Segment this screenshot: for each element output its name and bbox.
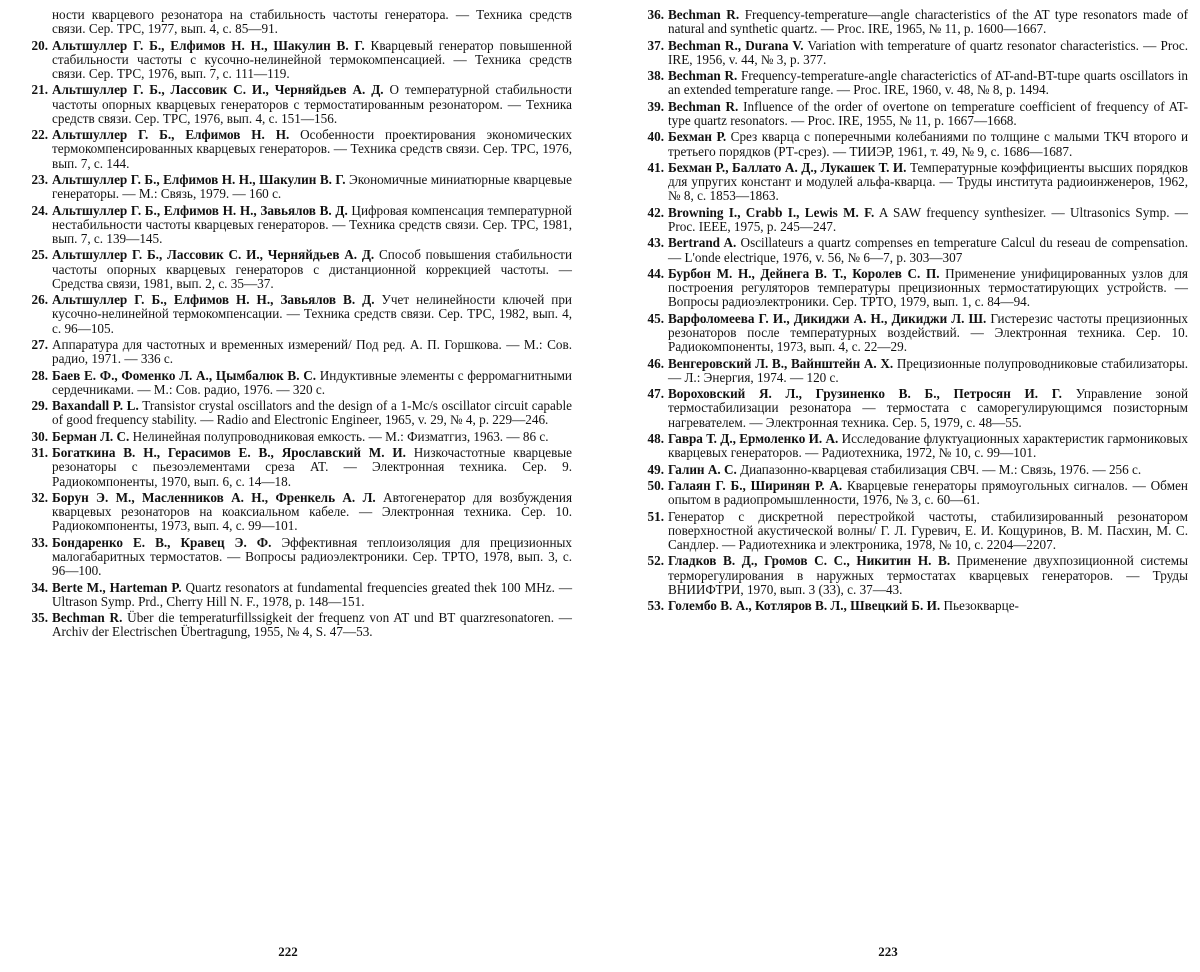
- reference-text: Цифровая компенсация температурной нестабильности частоты кварцевых генераторов. — Техника средств связи. Сер. ТРС, 1981, вып. 7, с. 139—145.: [52, 202, 572, 246]
- reference-number: 33.: [31, 534, 48, 550]
- reference-entry: [22, 369, 572, 397]
- reference-entry: [638, 357, 1188, 385]
- reference-number: 39.: [647, 98, 664, 114]
- reference-number: 44.: [647, 265, 664, 281]
- reference-entry: [22, 430, 572, 444]
- reference-entry: [638, 161, 1188, 204]
- reference-number: 48.: [647, 430, 664, 446]
- reference-authors: Гладков В. Д., Громов С. С., Никитин Н. В.: [668, 553, 951, 569]
- reference-text: Низкочастотные кварцевые резонаторы с пьезоэлементами среза AT. — Электронная техника. Сер. 9. Радиокомпоненты, 1970, вып. 6, с. 14—18.: [52, 445, 573, 489]
- reference-text: Oscillateurs a quartz compenses en temperature Calcul du reseau de compensation. — L'onde electrique, 1976, v. 56, № 6—7, p. 303—307: [668, 235, 1188, 265]
- reference-number: 37.: [647, 37, 664, 53]
- reference-entry: [22, 446, 572, 489]
- reference-authors: Бурбон М. Н., Дейнега В. Т., Королев С. П.: [668, 265, 940, 281]
- reference-entry: [22, 8, 572, 36]
- reference-number: 45.: [647, 310, 664, 326]
- reference-text: Frequency-temperature—angle characteristics of the AT type resonators made of natural and synthetic quartz. — Proc. IRE, 1965, № 11, p. 1600—1667.: [668, 7, 1189, 37]
- left-column: [22, 8, 572, 642]
- reference-text: Диапазонно-кварцевая стабилизация СВЧ. — М.: Связь, 1976. — 256 с.: [736, 461, 1142, 477]
- reference-text: Применение унифицированных узлов для построения регуляторов температуры прецизионных термостатирующих устройств. — Вопросы радиоэлектроники. Сер. ТРТО, 1979, вып. 1, с. 84—94.: [668, 265, 1188, 310]
- reference-authors: Альтшуллер Г. Б., Елфимов Н. Н., Завьялов В. Д.: [52, 202, 348, 218]
- reference-authors: Галин А. С.: [668, 461, 737, 477]
- reference-entry: [22, 39, 572, 82]
- reference-entry: [638, 8, 1188, 36]
- reference-number: 34.: [31, 579, 48, 595]
- reference-authors: Baxandall P. L.: [52, 398, 139, 414]
- reference-entry: [22, 293, 572, 336]
- page-number-left: 222: [278, 944, 298, 959]
- reference-authors: Bertrand A.: [668, 235, 737, 251]
- reference-number: 32.: [31, 489, 48, 505]
- reference-authors: Баев Е. Ф., Фоменко Л. А., Цымбалюк В. С.: [52, 367, 317, 383]
- reference-text: Температурные коэффициенты высших порядков для упругих констант и модулей альфа-кварца. — Труды института радиоинженеров, 1962, № 8, с. 1853—1863.: [668, 159, 1188, 204]
- reference-authors: Berte M., Harteman P.: [52, 579, 182, 595]
- reference-authors: Альтшуллер Г. Б., Елфимов Н. Н., Шакулин В. Г.: [52, 37, 365, 53]
- reference-text: Учет нелинейности ключей при кусочно-нелинейной термокомпенсации. — Техника средств связи. Сер. ТРС, 1982, вып. 4, с. 96—105.: [52, 292, 572, 336]
- right-page: [600, 0, 1200, 972]
- reference-authors: Альтшуллер Г. Б., Елфимов Н. Н., Завьялов В. Д.: [52, 292, 375, 308]
- reference-number: 43.: [647, 235, 664, 251]
- reference-entry: [22, 338, 572, 366]
- reference-text: Индуктивные элементы с ферромагнитными сердечниками. — М.: Сов. радио, 1976. — 320 с.: [52, 367, 572, 397]
- reference-entry: [22, 491, 572, 534]
- reference-number: 38.: [647, 68, 664, 84]
- reference-number: 36.: [647, 7, 664, 22]
- reference-entry: [638, 206, 1188, 234]
- reference-text: Исследование флуктуационных характеристик гармониковых кварцевых генераторов. — Радиотехника, 1972, № 10, с. 99—101.: [668, 430, 1189, 461]
- reference-number: 35.: [31, 610, 48, 626]
- reference-entry: [638, 130, 1188, 158]
- reference-number: 29.: [31, 398, 48, 414]
- reference-entry: [638, 236, 1188, 264]
- reference-authors: Гавра Т. Д., Ермоленко И. А.: [668, 430, 839, 446]
- reference-text: Кварцевый генератор повышенной стабильности частоты с кусочно-нелинейной термокомпенсацией. — Техника средств связи. Сер. ТРС, 1976, вып. 7, с. 111—119.: [52, 37, 572, 81]
- reference-number: 50.: [647, 477, 664, 493]
- reference-text: Гистерезис частоты прецизионных резонаторов после температурных воздействий. — Электронная техника. Сер. 10. Радиокомпоненты, 1973, вып. 4, с. 22—29.: [668, 310, 1188, 355]
- reference-number: 42.: [647, 204, 664, 220]
- reference-number: 41.: [647, 159, 664, 175]
- reference-text: Автогенератор для возбуждения кварцевых резонаторов на коаксиальном кабеле. — Электронная техника. Сер. 10. Радиокомпоненты, 1973, вып. 4, с. 99—101.: [52, 489, 573, 534]
- reference-authors: Bechman R.: [668, 98, 739, 114]
- reference-number: 28.: [31, 367, 48, 383]
- reference-number: 51.: [647, 508, 664, 524]
- reference-authors: Бехман Р.: [668, 129, 727, 145]
- reference-text: Influence of the order of overtone on temperature coefficient of frequency of AT-type quartz resonators. — Proc. IRE, 1955, № 11, p. 1667—1668.: [668, 98, 1188, 128]
- reference-entry: [638, 387, 1188, 430]
- reference-authors: Галаян Г. Б., Ширинян Р. А.: [668, 477, 843, 493]
- reference-entry: [22, 83, 572, 126]
- reference-text: Управление зоной термостабилизации резонатора — термостата с саморегулирующимся позисторным нагревателем. — Электронная техника. Сер. 5, 1979, с. 48—55.: [668, 386, 1188, 430]
- reference-number: 22.: [31, 127, 48, 143]
- reference-authors: Борун Э. М., Масленников А. Н., Френкель А. Л.: [52, 489, 376, 505]
- reference-text: Über die temperaturfillssigkeit der frequenz von AT und BT quarzresonatoren. — Archiv der Electrischen Übertragung, 1955, № 4, S. 47—53.: [52, 610, 572, 640]
- reference-entry: [638, 479, 1188, 507]
- reference-text: Особенности проектирования экономических термокомпенсированных кварцевых генераторов. — Техника средств связи. Сер. ТРС, 1976, вып. 7, с. 144.: [52, 127, 572, 171]
- reference-number: 46.: [647, 355, 664, 371]
- reference-number: 25.: [31, 247, 48, 263]
- reference-authors: Венгеровский Л. В., Вайнштейн А. Х.: [668, 355, 894, 371]
- reference-number: 23.: [31, 171, 48, 187]
- reference-number: 21.: [31, 82, 48, 98]
- reference-number: 52.: [647, 553, 664, 569]
- reference-entry: [22, 399, 572, 427]
- reference-number: 30.: [31, 428, 48, 444]
- reference-authors: Bechman R.: [668, 7, 740, 22]
- reference-authors: Альтшуллер Г. Б., Лассовик С. И., Черняйдьев А. Д.: [52, 82, 384, 98]
- reference-number: 53.: [647, 598, 664, 614]
- reference-authors: Browning I., Crabb I., Lewis M. F.: [668, 204, 875, 220]
- reference-entry: [638, 312, 1188, 355]
- reference-text: Применение двухпозиционной системы терморегулирования в наружных термостатах кварцевых генераторов. — Труды ВНИИФТРИ, 1970, вып. 3 (33), с. 37—43.: [668, 553, 1188, 597]
- reference-entry: [22, 611, 572, 639]
- reference-authors: Бехман Р., Баллато А. Д., Лукашек Т. И.: [668, 159, 907, 175]
- reference-authors: Bechman R.: [52, 610, 123, 626]
- reference-authors: Бондаренко Е. В., Кравец Э. Ф.: [52, 534, 272, 550]
- reference-text: Пьезокварце-: [940, 598, 1019, 614]
- reference-text: Срез кварца с поперечными колебаниями по толщине с малыми ТКЧ второго и третьего порядков (РТ-срез). — ТИИЭР, 1961, т. 49, № 9, с. 1686—1687.: [668, 129, 1188, 159]
- reference-text: Quartz resonators at fundamental frequencies greated thek 100 MHz. — Ultrason Symp. Prd., Cherry Hill N. F., 1978, p. 148—151.: [52, 579, 573, 609]
- reference-entry: [22, 581, 572, 609]
- reference-authors: Голембо В. А., Котляров В. Л., Швецкий Б. И.: [668, 598, 941, 614]
- right-column: [638, 8, 1188, 616]
- reference-text: Экономичные миниатюрные кварцевые генераторы. — М.: Связь, 1979. — 160 с.: [52, 171, 572, 202]
- reference-number: 27.: [31, 336, 48, 352]
- reference-authors: Bechman R., Durana V.: [668, 37, 804, 53]
- reference-entry: [22, 173, 572, 201]
- reference-text: Генератор с дискретной перестройкой частоты, стабилизированный резонатором поверхностной акустической волны/ Г. Л. Гуревич, Е. И. Кощуринов, В. М. Пасхин, М. С. Сандлер. — Радиотехника и электроника, 1978, № 10, с. 2204—2207.: [668, 508, 1188, 552]
- reference-entry: [638, 554, 1188, 597]
- reference-number: 24.: [31, 202, 48, 218]
- reference-entry: [638, 267, 1188, 310]
- reference-number: 26.: [31, 292, 48, 308]
- reference-entry: [22, 536, 572, 579]
- reference-entry: [638, 39, 1188, 67]
- reference-authors: Варфоломеева Г. И., Дикиджи А. Н., Дикиджи Л. Ш.: [668, 310, 987, 326]
- reference-text: Аппаратура для частотных и временных измерений/ Под ред. А. П. Горшкова. — М.: Сов. радио, 1971. — 336 с.: [52, 336, 572, 367]
- page-number-right: 223: [878, 944, 898, 959]
- reference-text: Нелинейная полупроводниковая емкость. — М.: Физматгиз, 1963. — 86 с.: [129, 428, 549, 444]
- reference-authors: Богаткина В. Н., Герасимов Е. В., Ярославский М. И.: [52, 445, 406, 461]
- reference-authors: Альтшуллер Г. Б., Елфимов Н. Н., Шакулин В. Г.: [52, 171, 346, 187]
- reference-authors: Альтшуллер Г. Б., Лассовик С. И., Черняйдьев А. Д.: [52, 247, 375, 263]
- reference-entry: [22, 128, 572, 171]
- reference-text: Variation with temperature of quartz resonator characteristics. — Proc. IRE, 1956, v. 44, № 3, p. 377.: [668, 37, 1188, 67]
- reference-entry: [638, 69, 1188, 97]
- reference-text: Frequency-temperature-angle characterictics of AT-and-BT-tupe quarts oscillators in an extended temperature range. — Proc. IRE, 1960, v. 48, № 8, p. 1494.: [668, 68, 1188, 98]
- reference-text: О температурной стабильности частоты опорных кварцевых генераторов с термостатированным резонатором. — Техника средств связи. Сер. ТРС, 1976, вып. 4, с. 151—156.: [52, 82, 572, 126]
- reference-entry: [22, 204, 572, 247]
- reference-authors: Bechman R.: [668, 68, 738, 84]
- reference-entry: [638, 463, 1188, 477]
- reference-text: Кварцевые генераторы прямоугольных сигналов. — Обмен опытом в радиопромышленности, 1976, № 3, с. 60—61.: [668, 477, 1188, 508]
- reference-entry: [638, 599, 1188, 613]
- reference-text: Transistor crystal oscillators and the design of a 1-Mc/s oscillator circuit capable of good frequency stability. — Radio and Electronic Engineer, 1965, v. 29, № 4, p. 229—246.: [52, 398, 572, 428]
- reference-entry: [638, 432, 1188, 460]
- reference-entry: [638, 510, 1188, 553]
- reference-authors: Вороховский Я. Л., Грузиненко В. Б., Петросян И. Г.: [668, 386, 1062, 402]
- reference-text: Эффективная теплоизоляция для прецизионных малогабаритных термостатов. — Вопросы радиоэлектроники. Сер. ТРТО, 1978, вып. 3, с. 96—100.: [52, 534, 572, 579]
- reference-text: Способ повышения стабильности частоты опорных кварцевых генераторов с дистанционной коррекцией частоты. — Средства связи, 1981, вып. 2, с. 35—37.: [52, 247, 572, 291]
- reference-authors: Берман Л. С.: [52, 428, 130, 444]
- reference-entry: [22, 248, 572, 291]
- reference-text: ности кварцевого резонатора на стабильность частоты генератора. — Техника средств связи. Сер. ТРС, 1977, вып. 4, с. 85—91.: [52, 7, 572, 37]
- reference-entry: [638, 100, 1188, 128]
- reference-number: 20.: [31, 37, 48, 53]
- reference-text: Прецизионные полупроводниковые стабилизаторы. — Л.: Энергия, 1974. — 120 с.: [668, 355, 1188, 385]
- reference-number: 31.: [31, 445, 48, 461]
- reference-text: A SAW frequency synthesizer. — Ultrasonics Symp. — Proc. IEEE, 1975, p. 245—247.: [668, 204, 1188, 234]
- reference-authors: Альтшуллер Г. Б., Елфимов Н. Н.: [52, 127, 290, 143]
- reference-number: 40.: [647, 129, 664, 145]
- reference-number: 47.: [647, 386, 664, 402]
- reference-number: 49.: [647, 461, 664, 477]
